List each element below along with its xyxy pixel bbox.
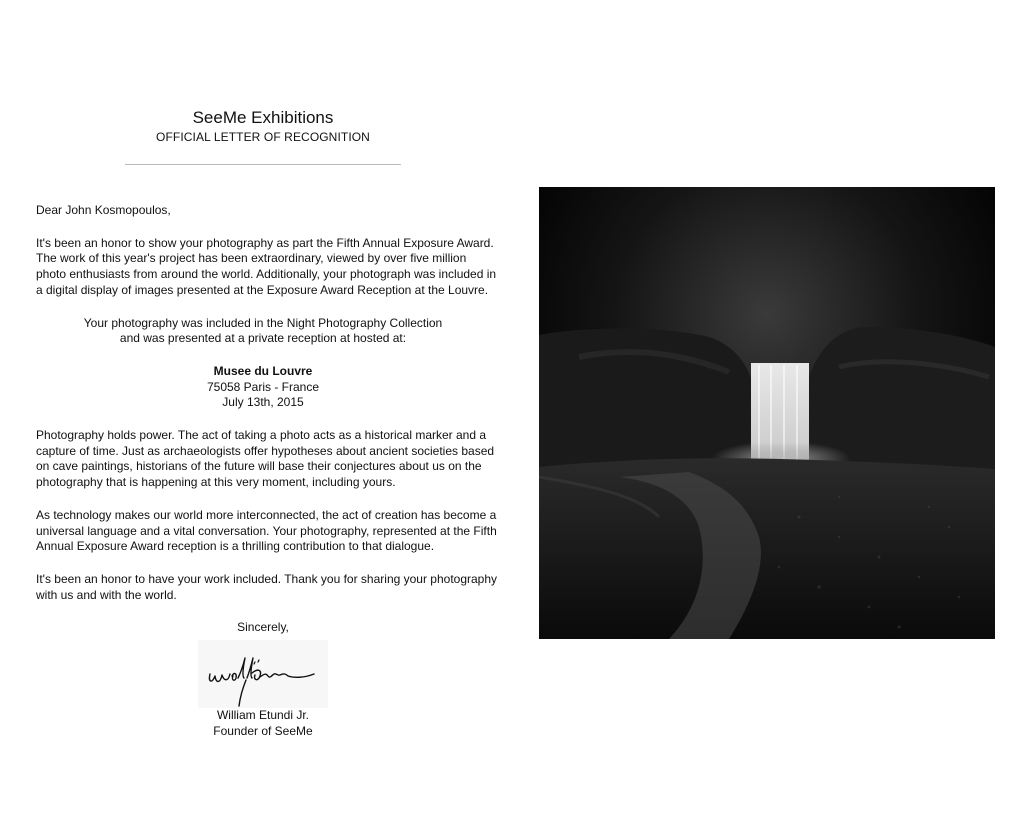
venue-block (32, 364, 494, 411)
header-divider (125, 164, 401, 165)
closing: Sincerely, (237, 620, 289, 635)
letter-subtitle: OFFICIAL LETTER OF RECOGNITION (156, 130, 370, 144)
paragraph-intro: It's been an honor to show your photography as part the Fifth Annual Exposure Award. The work of this year's project has been extraordinary, viewed by over five million photo enthusiasts from around the world. Additionally, your photograph was included in a digital display of images presented at the Exposure Award Reception at the Louvre. (36, 235, 497, 297)
organization-title: SeeMe Exhibitions (192, 108, 334, 127)
paragraph-thanks: It's been an honor to have your work included. Thank you for sharing your photography with us and with the world. (36, 571, 498, 602)
letter (36, 108, 498, 739)
collection-line-1: Your photography was included in the Night Photography Collection (83, 315, 443, 330)
venue-name: Musee du Louvre (213, 363, 313, 378)
venue-address: 75058 Paris - France (206, 379, 320, 394)
handwritten-signature (198, 640, 328, 708)
letter-header (32, 108, 494, 145)
paragraph-technology: As technology makes our world more interconnected, the act of creation has become a universal language and a vital conversation. Your photography, represented at the Fifth Annual Exposure Award reception is a thrilling contribution to that dialogue. (36, 507, 497, 554)
collection-note (32, 316, 494, 347)
signer-name: William Etundi Jr. (216, 708, 310, 723)
signer-title: Founder of SeeMe (213, 723, 313, 738)
salutation: Dear John Kosmopoulos, (36, 203, 171, 217)
waterfall-image (539, 187, 995, 639)
signature-block (32, 620, 494, 739)
venue-date: July 13th, 2015 (222, 395, 304, 410)
paragraph-power: Photography holds power. The act of taking a photo acts as a historical marker and a capture of time. Just as archaeologists offer hypotheses about ancient societies based on cave paintings, historians of the future will base their conjectures about us on the photography that is happening at this very moment, including yours. (36, 428, 495, 490)
waterfall-photo (539, 187, 995, 639)
collection-line-2: and was presented at a private reception at hosted at: (119, 331, 407, 346)
